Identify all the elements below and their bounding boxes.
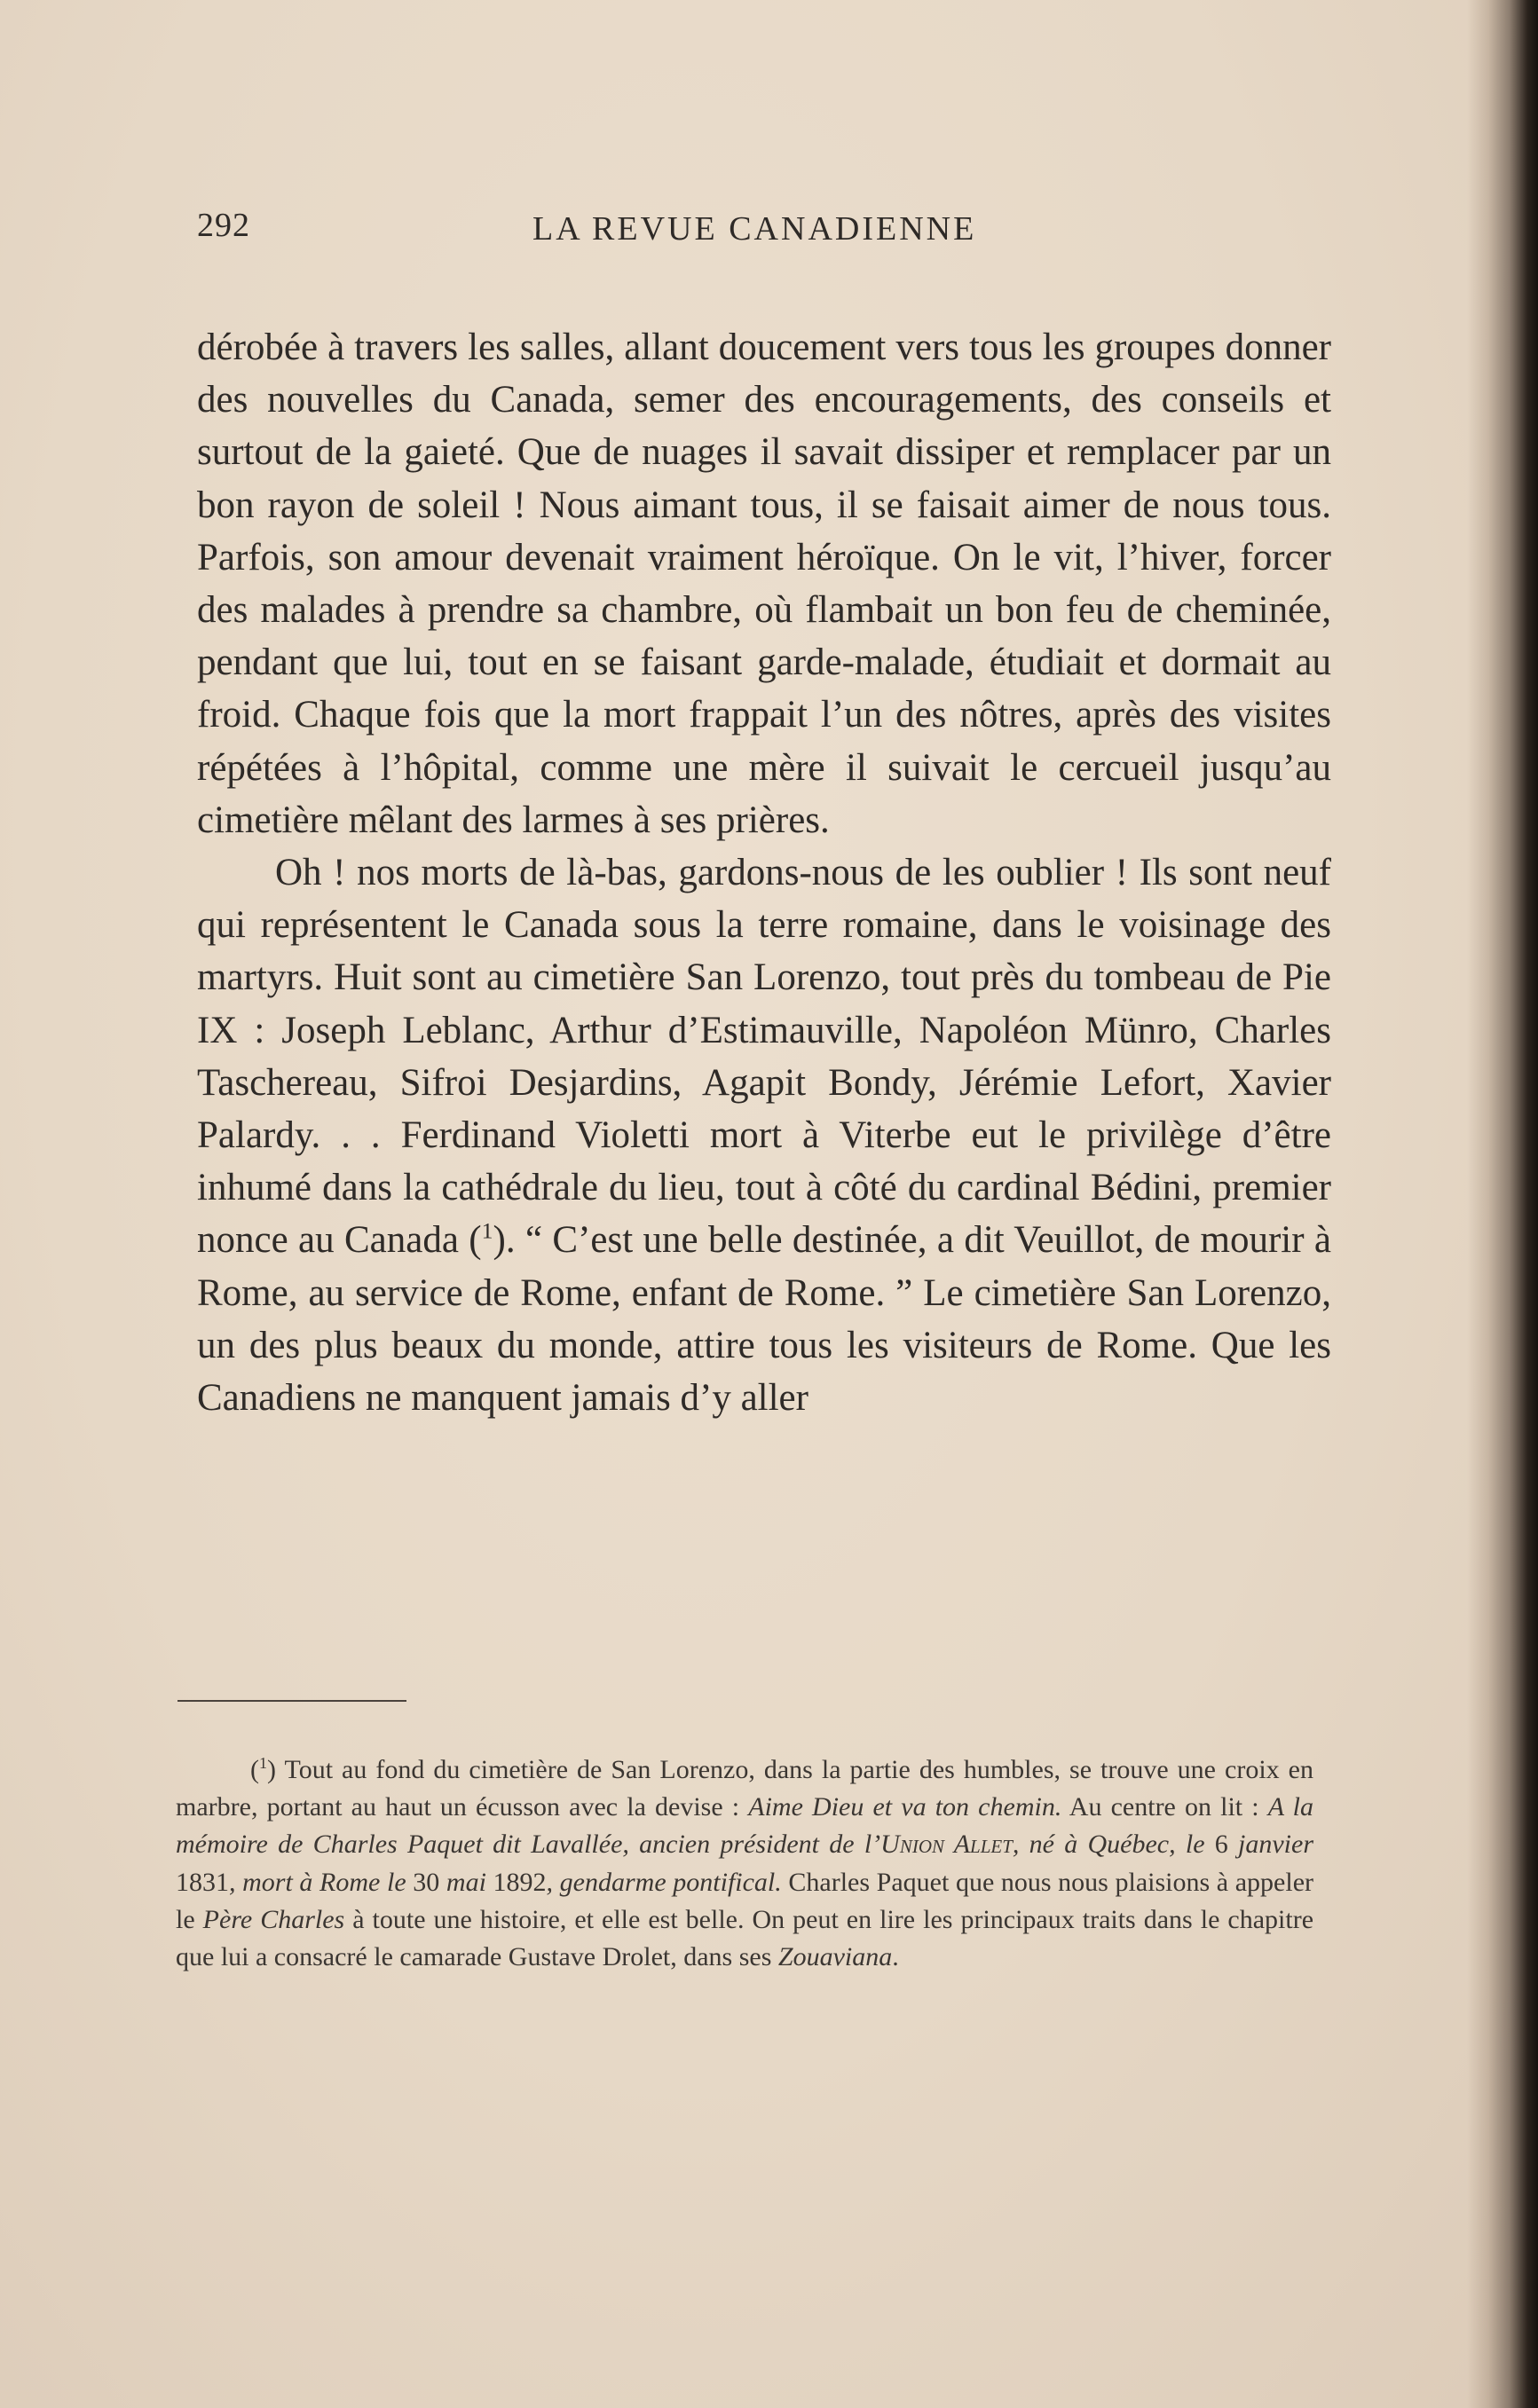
footnote-marker: 1	[259, 1754, 267, 1772]
footnote-text: Charles Paquet que nous nous plaisions à appeler le	[176, 1867, 1314, 1934]
footnote-motto: Aime Dieu et va ton chemin.	[748, 1792, 1062, 1822]
paragraph-text-after-ref: ). “ C’est une belle destinée, a dit Veuillot, de mourir à Rome, au service de Rome, enfant de Rome. ” Le cimetière San Lorenzo, un des plus beaux du monde, attire tous les visiteurs de Rome. Que les Canadiens ne manquent jamais d’y aller	[197, 1219, 1332, 1420]
footnote-text: Tout au fond du cimetière de San Lorenzo, dans la partie des humbles, se trouve une croix en marbre, portant au haut un écusson avec la devise :	[176, 1755, 1313, 1822]
inscription-death-day: 30	[413, 1867, 440, 1897]
inscription-death-year: 1892	[493, 1867, 547, 1897]
inscription-birth-year: 1831	[176, 1867, 229, 1897]
inscription-birth-day: 6	[1214, 1830, 1228, 1860]
inscription-text: , mort à Rome le	[229, 1867, 414, 1897]
inscription-text: A la mémoire de Charles Paquet dit Lavallée, ancien président de l’	[176, 1792, 1314, 1860]
footnote-marker-close: )	[267, 1755, 276, 1784]
footnote-marker-open: (	[250, 1755, 259, 1784]
book-spine-shadow	[1467, 0, 1538, 2408]
journal-title: LA REVUE CANADIENNE	[532, 210, 977, 248]
running-head	[197, 206, 1031, 259]
footnote-book-title: Zouaviana	[777, 1942, 893, 1972]
paragraph-continued: dérobée à travers les salles, allant doucement vers tous les groupes donner des nouvelles du Canada, semer des encouragements, des conseils et surtout de la gaieté. Que de nuages il savait dissiper et remplacer par un bon rayon de soleil ! Nous aimant tous, il se faisait aimer de nous tous. Parfois, son amour devenait vraiment héroïque. On le vit, l’hiver, forcer des malades à prendre sa chambre, où flambait un bon feu de cheminée, pendant que lui, tout en se faisant garde-malade, étudiait et dormait au froid. Chaque fois que la mort frappait l’un des nôtres, après des visites répétées à l’hôpital, comme une mère il suivait le cercueil jusqu’au cimetière mêlant des larmes à ses prières.	[197, 327, 1331, 841]
page-number: 292	[197, 207, 250, 244]
footnote-nickname: Père Charles	[202, 1904, 345, 1934]
body-text	[197, 321, 1331, 1424]
footnote	[176, 1751, 1313, 1976]
footnote-text: .	[892, 1942, 899, 1972]
inscription-text: janvier	[1227, 1830, 1313, 1860]
inscription-text: , gendarme pontifical.	[546, 1867, 782, 1897]
paragraph-text-before-ref: Oh ! nos morts de là-bas, gardons-nous de les oublier ! Ils sont neuf qui représentent le Canada sous la terre romaine, dans le voisinage des martyrs. Huit sont au cimetière San Lorenzo, tout près du tombeau de Pie IX : Joseph Leblanc, Arthur d’Estimauville, Napoléon Münro, Charles Taschereau, Sifroi Desjardins, Agapit Bondy, Jérémie Lefort, Xavier Palardy. . . Ferdinand Violetti mort à Viterbe eut le privilège d’être inhumé dans la cathédrale du lieu, tout à côté du cardinal Bédini, premier nonce au Canada (	[197, 852, 1331, 1262]
inscription-text: , né à Québec, le	[1012, 1830, 1215, 1860]
footnote-paragraph	[176, 1751, 1313, 1976]
footnote-reference[interactable]: 1	[481, 1218, 493, 1245]
inscription-union-allet: Union Allet	[880, 1830, 1013, 1860]
inscription-text: mai	[439, 1867, 493, 1897]
footnote-text: Au centre on lit :	[1061, 1792, 1268, 1822]
footnote-divider	[177, 1700, 406, 1702]
paragraph-our-dead	[197, 846, 1331, 1424]
footnote-text: à toute une histoire, et elle est belle. On peut en lire les principaux traits dans le chapitre que lui a consacré le camarade Gustave Drolet, dans ses	[176, 1904, 1314, 1972]
